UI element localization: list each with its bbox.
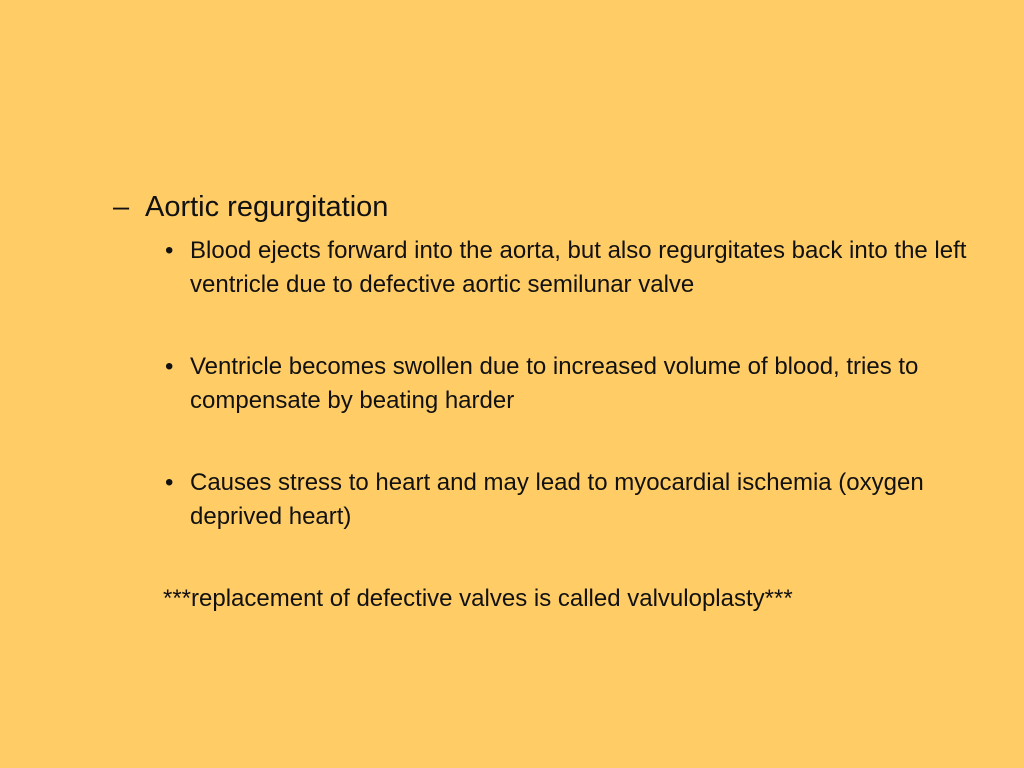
bullet-item — [163, 350, 993, 418]
footnote: ***replacement of defective valves is called valvuloplasty*** — [163, 585, 793, 612]
bullet-marker: • — [165, 469, 174, 496]
bullet-marker: • — [165, 237, 174, 264]
subheading — [113, 187, 388, 227]
bullet-item — [163, 234, 993, 302]
subheading-text: Aortic regurgitation — [145, 191, 389, 223]
bullet-item — [163, 466, 993, 534]
bullet-text: Blood ejects forward into the aorta, but also regurgitates back into the left ventricle due to defective aortic semilunar valve — [190, 237, 967, 298]
bullet-marker: • — [165, 353, 174, 380]
dash-marker: – — [113, 191, 130, 223]
bullet-list — [163, 234, 993, 582]
bullet-text: Ventricle becomes swollen due to increased volume of blood, tries to compensate by beating harder — [190, 353, 919, 414]
bullet-text: Causes stress to heart and may lead to myocardial ischemia (oxygen deprived heart) — [190, 469, 924, 530]
